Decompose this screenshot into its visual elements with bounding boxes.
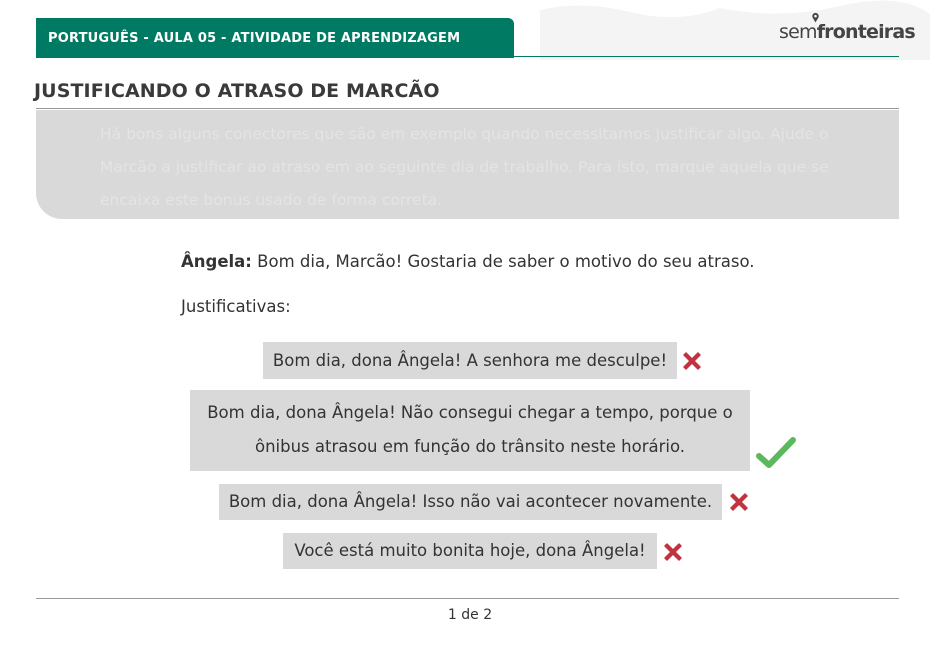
- lesson-title: PORTUGUÊS - AULA 05 - ATIVIDADE DE APRENDIZAGEM: [48, 30, 461, 46]
- logo-text-fronteiras: fronteiras: [816, 21, 915, 43]
- option-2-text-line1: Bom dia, dona Ângela! Não consegui chegar a tempo, porque o: [207, 403, 733, 422]
- x-icon: [727, 490, 751, 514]
- option-4-text: Você está muito bonita hoje, dona Ângela!: [294, 541, 646, 560]
- checkmark-icon: [756, 436, 796, 468]
- speaker-name: Ângela:: [181, 252, 252, 271]
- footer-divider: [36, 598, 899, 599]
- option-2[interactable]: [190, 390, 750, 471]
- header-bar: [36, 18, 514, 58]
- dialogue-text: Bom dia, Marcão! Gostaria de saber o motivo do seu atraso.: [251, 252, 755, 271]
- dialogue-line: [181, 252, 755, 271]
- page-title: JUSTIFICANDO O ATRASO DE MARCÃO: [34, 80, 440, 102]
- option-1[interactable]: [263, 342, 677, 379]
- options-label: Justificativas:: [181, 297, 291, 316]
- location-pin-icon: [810, 12, 821, 23]
- option-4[interactable]: [283, 533, 657, 569]
- instruction-text: Há bons alguns conectores que são em exemplo quando necessitamos justificar algo. Ajude o Marcão a justificar ao atraso em ao seguinte dia de trabalho. Para isto, marque aquela que se encaixa este bonus usado de forma correta.: [100, 125, 829, 209]
- x-icon: [661, 540, 685, 564]
- instruction-box: [36, 110, 899, 219]
- option-3[interactable]: [219, 484, 722, 520]
- option-1-text: Bom dia, dona Ângela! A senhora me desculpe!: [272, 351, 668, 370]
- x-icon: [680, 349, 704, 373]
- page-count: 1 de 2: [447, 607, 493, 623]
- title-divider: [36, 108, 899, 109]
- option-2-text-line2: ônibus atrasou em função do trânsito neste horário.: [254, 437, 686, 456]
- option-3-text: Bom dia, dona Ângela! Isso não vai acontecer novamente.: [228, 492, 713, 511]
- semfronteiras-logo: [779, 21, 915, 43]
- logo-text-sem: sem: [779, 21, 817, 43]
- header-divider: [36, 56, 899, 57]
